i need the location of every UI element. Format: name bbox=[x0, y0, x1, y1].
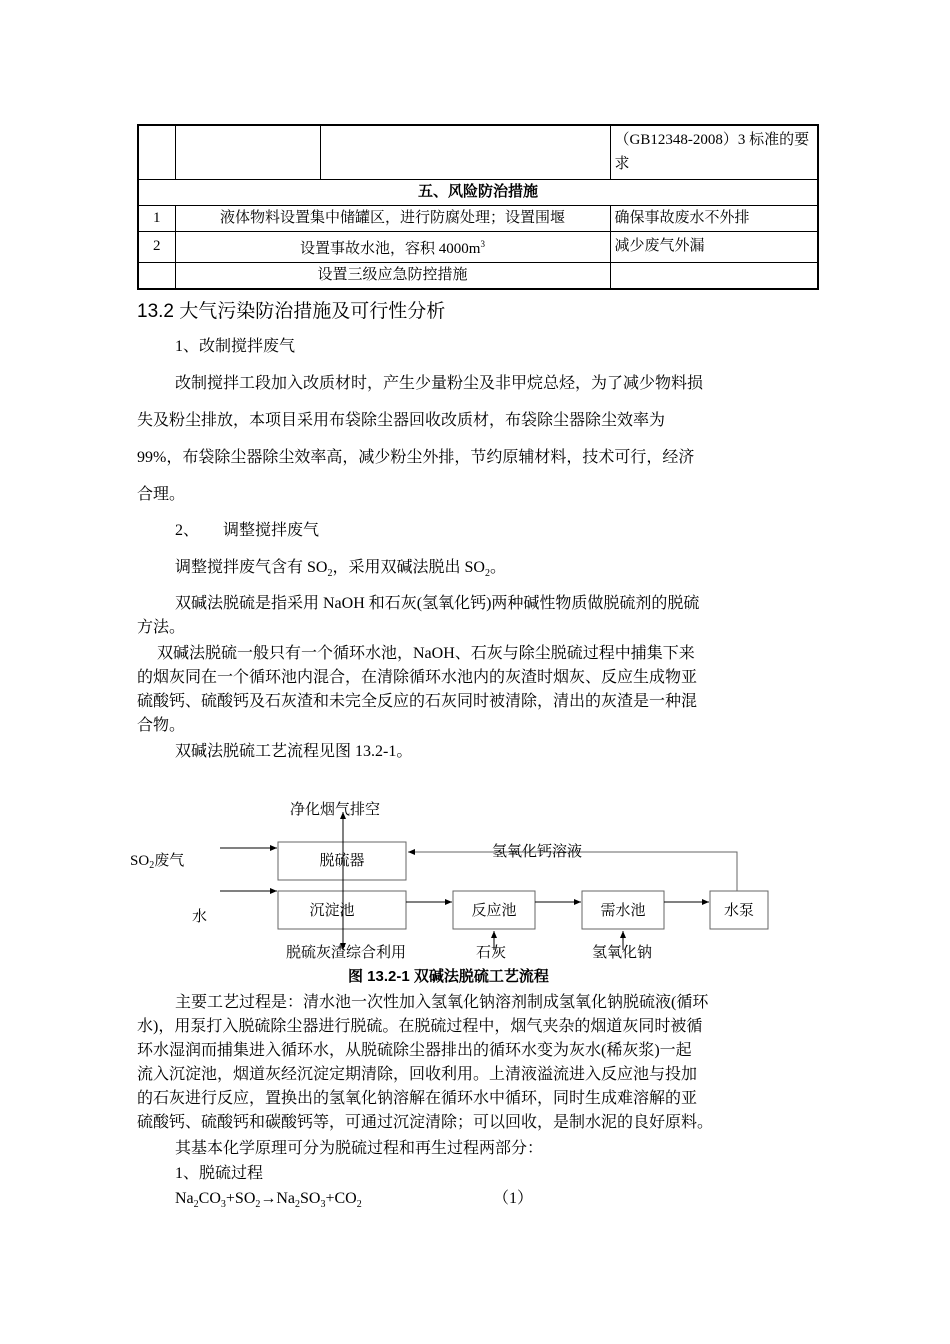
paragraph-line: 硫酸钙、硫酸钙和碳酸钙等，可通过沉淀清除；可以回收，是制水泥的良好原料。 bbox=[137, 1114, 714, 1131]
equation-1 bbox=[175, 1187, 575, 1217]
text: ，采用双碱法脱出 SO bbox=[332, 559, 485, 576]
eq-part: +SO bbox=[225, 1190, 256, 1207]
paragraph-line: 方法。 bbox=[137, 619, 186, 636]
subscript: 2 bbox=[484, 568, 490, 580]
water-label: 水 bbox=[192, 909, 208, 925]
paragraph-line: 双碱法脱硫一般只有一个循环水池，NaOH、石灰与除尘脱硫过程中捕集下来 bbox=[157, 645, 695, 662]
flow-diagram bbox=[120, 790, 780, 990]
lime-label: 石灰 bbox=[476, 945, 507, 961]
table-row bbox=[138, 205, 818, 231]
eq-sub: 2 bbox=[193, 1199, 199, 1211]
paragraph-3 bbox=[137, 592, 817, 640]
eq-part: Na bbox=[175, 1190, 194, 1207]
paragraph-line: 环水湿润而捕集进入循环水，从脱硫除尘器排出的循环水变为灰水(稀灰浆)一起 bbox=[137, 1042, 692, 1059]
paragraph-line: 合物。 bbox=[137, 717, 186, 734]
desulfurizer-label: 脱硫器 bbox=[319, 853, 365, 869]
water-tank-label: 需水池 bbox=[600, 903, 646, 919]
clean-gas-label: 净化烟气排空 bbox=[290, 802, 381, 818]
reaction-tank-label: 反应池 bbox=[471, 903, 517, 919]
eq-part: SO bbox=[300, 1190, 321, 1207]
eq-sub: 3 bbox=[320, 1199, 326, 1211]
paragraph-line: 的烟灰同在一个循环池内混合，在清除循环水池内的灰渣时烟灰、反应生成物亚 bbox=[137, 669, 698, 686]
paragraph-1 bbox=[137, 365, 817, 513]
eq-part: +CO bbox=[325, 1190, 357, 1207]
paragraph-2 bbox=[175, 549, 506, 592]
eq-sub: 3 bbox=[220, 1199, 226, 1211]
paragraph-line: 主要工艺过程是：清水池一次性加入氢氧化钠溶剂制成氢氧化钠脱硫液(循环 bbox=[175, 994, 709, 1011]
row-measure bbox=[175, 231, 610, 262]
row-number: 2 bbox=[138, 231, 175, 262]
row-measure: 设置三级应急防控措施 bbox=[175, 262, 610, 289]
text: 调整搅拌废气含有 SO bbox=[175, 559, 328, 576]
ash-label: 脱硫灰渣综合利用 bbox=[286, 945, 407, 961]
table-row bbox=[138, 125, 818, 179]
table-row bbox=[138, 231, 818, 262]
pump-label: 水泵 bbox=[723, 903, 755, 919]
eq-arrow: → bbox=[260, 1190, 277, 1207]
measures-table bbox=[137, 124, 819, 290]
subheading-1: 1、改制搅拌废气 bbox=[175, 338, 296, 355]
principle-text: 其基本化学原理可分为脱硫过程和再生过程两部分： bbox=[175, 1140, 544, 1157]
paragraph-5: 双碱法脱硫工艺流程见图 13.2-1。 bbox=[175, 743, 413, 760]
eq-part: Na bbox=[276, 1190, 296, 1207]
row-effect bbox=[610, 262, 818, 289]
subheading-2: 2、 调整搅拌废气 bbox=[175, 522, 320, 539]
text: 。 bbox=[489, 559, 506, 576]
paragraph-line: 双碱法脱硫是指采用 NaOH 和石灰(氢氧化钙)两种碱性物质做脱硫剂的脱硫 bbox=[175, 595, 700, 612]
row-number: 1 bbox=[138, 205, 175, 231]
table-row bbox=[138, 262, 818, 289]
return-label: 氢氧化钙溶液 bbox=[492, 844, 583, 860]
paragraph-line: 合理。 bbox=[137, 486, 186, 503]
figure-caption: 图 13.2-1 双碱法脱硫工艺流程 bbox=[348, 968, 549, 985]
paragraph-line: 失及粉尘排放，本项目采用布袋除尘器回收改质材，布袋除尘器除尘效率为 bbox=[137, 412, 666, 429]
equation-number: （1） bbox=[493, 1190, 534, 1207]
eq-part: CO bbox=[198, 1190, 221, 1207]
table-section-row bbox=[138, 179, 818, 205]
paragraph-line: 硫酸钙、硫酸钙及石灰渣和未完全反应的石灰同时被清除，清出的灰渣是一种混 bbox=[137, 693, 698, 710]
row-effect: 确保事故废水不外排 bbox=[610, 205, 818, 231]
row-effect: 减少废气外漏 bbox=[610, 231, 818, 262]
paragraph-line: 的石灰进行反应，置换出的氢氧化钠溶解在循环水中循环，同时生成难溶解的亚 bbox=[137, 1090, 698, 1107]
so2-label: $SO_2$废气 bbox=[130, 853, 185, 871]
eq-sub: 2 bbox=[295, 1199, 301, 1211]
settling-tank-label: 沉淀池 bbox=[309, 903, 355, 919]
paragraph-line: 水)，用泵打入脱硫除尘器进行脱硫。在脱硫过程中，烟气夹杂的烟道灰同时被循 bbox=[137, 1018, 703, 1035]
table-section-title: 五、风险防治措施 bbox=[138, 179, 818, 205]
paragraph-line: 改制搅拌工段加入改质材时，产生少量粉尘及非甲烷总烃，为了减少物料损 bbox=[175, 375, 704, 392]
naoh-label: 氢氧化钠 bbox=[592, 945, 653, 961]
section-heading: 13.2 大气污染防治措施及可行性分析 bbox=[137, 301, 446, 322]
measure-text: 设置事故水池，容积 4000m bbox=[300, 240, 481, 257]
eq-sub: 2 bbox=[255, 1199, 261, 1211]
paragraph-line: 99%，布袋除尘器除尘效率高，减少粉尘外排，节约原辅材料，技术可行，经济 bbox=[137, 449, 695, 466]
row-number bbox=[138, 262, 175, 289]
paragraph-4 bbox=[137, 642, 817, 738]
subscript: 2 bbox=[327, 568, 333, 580]
measure-superscript: 3 bbox=[480, 238, 485, 249]
eq-sub: 2 bbox=[356, 1199, 362, 1211]
row-measure: 液体物料设置集中储罐区，进行防腐处理；设置围堰 bbox=[175, 205, 610, 231]
desulfurization-subheading: 1、脱硫过程 bbox=[175, 1165, 264, 1182]
table-cell-standard: （GB12348-2008）3 标准的要求 bbox=[610, 125, 818, 179]
process-paragraph bbox=[137, 991, 827, 1135]
paragraph-line: 流入沉淀池，烟道灰经沉淀定期清除，回收利用。上清液溢流进入反应池与投加 bbox=[137, 1066, 698, 1083]
